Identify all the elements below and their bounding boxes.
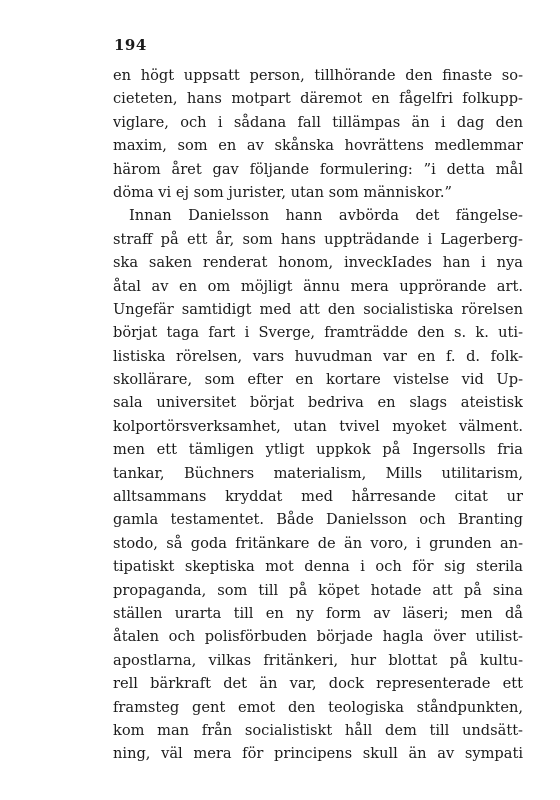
- text-line: men ett tämligen ytligt uppkok på Ingersolls fria: [113, 441, 523, 459]
- text-line: apostlarna, vilkas fritänkeri, hur blottat på kultu-: [113, 651, 523, 669]
- text-line: skollärare, som efter en kortare vistelse vid Up-: [113, 371, 523, 389]
- text-line: straff på ett år, som hans uppträdande i Lagerberg-: [113, 230, 523, 248]
- text-line: ning, väl mera för principens skull än av sympati: [113, 745, 523, 763]
- text-line: Innan Danielsson hann avbörda det fängelse-: [129, 207, 523, 225]
- text-line: rell bärkraft det än var, dock representerade ett: [113, 675, 523, 693]
- text-line: framsteg gent emot den teologiska ståndpunkten,: [113, 698, 523, 716]
- text-line: tankar, Büchners materialism, Mills utilitarism,: [113, 464, 523, 482]
- text-line: gamla testamentet. Både Danielsson och Branting: [113, 511, 523, 529]
- text-line: Ungefär samtidigt med att den socialistiska rörelsen: [113, 300, 523, 318]
- text-line: åtalen och polisförbuden började hagla över utilist-: [113, 628, 523, 646]
- text-line: viglare, och i sådana fall tillämpas än i dag den: [113, 113, 523, 131]
- text-line: kom man från socialistiskt håll dem till undsätt-: [113, 721, 523, 739]
- text-line: ska saken renderat honom, inveckIades han i nya: [113, 254, 523, 272]
- text-line: stodo, så goda fritänkare de än voro, i grunden an-: [113, 534, 523, 552]
- text-line: åtal av en om möjligt ännu mera upprörande art.: [113, 277, 523, 295]
- text-line: kolportörsverksamhet, utan tvivel myoket välment.: [113, 417, 523, 435]
- text-line: propaganda, som till på köpet hotade att på sina: [113, 581, 523, 599]
- text-line: cieteten, hans motpart däremot en fågelfri folkupp-: [113, 90, 523, 108]
- text-line: listiska rörelsen, vars huvudman var en f. d. folk-: [113, 347, 523, 365]
- text-line: ställen urarta till en ny form av läseri; men då: [113, 604, 523, 622]
- text-line: en högt uppsatt person, tillhörande den finaste so-: [113, 67, 523, 84]
- text-line: tipatiskt skeptiska mot denna i och för sig sterila: [113, 558, 523, 576]
- text-line: maxim, som en av skånska hovrättens medlemmar: [113, 137, 523, 155]
- text-line: döma vi ej som jurister, utan som människor.”: [113, 183, 452, 201]
- text-line: alltsammans kryddat med hårresande citat ur: [113, 488, 523, 506]
- text-line: härom året gav följande formulering: ”i detta mål: [113, 160, 523, 178]
- page-number: 194: [114, 36, 147, 54]
- text-line: börjat taga fart i Sverge, framträdde den s. k. uti-: [113, 324, 523, 342]
- body-text: [113, 64, 523, 766]
- text-line: sala universitet börjat bedriva en slags ateistisk: [113, 394, 523, 412]
